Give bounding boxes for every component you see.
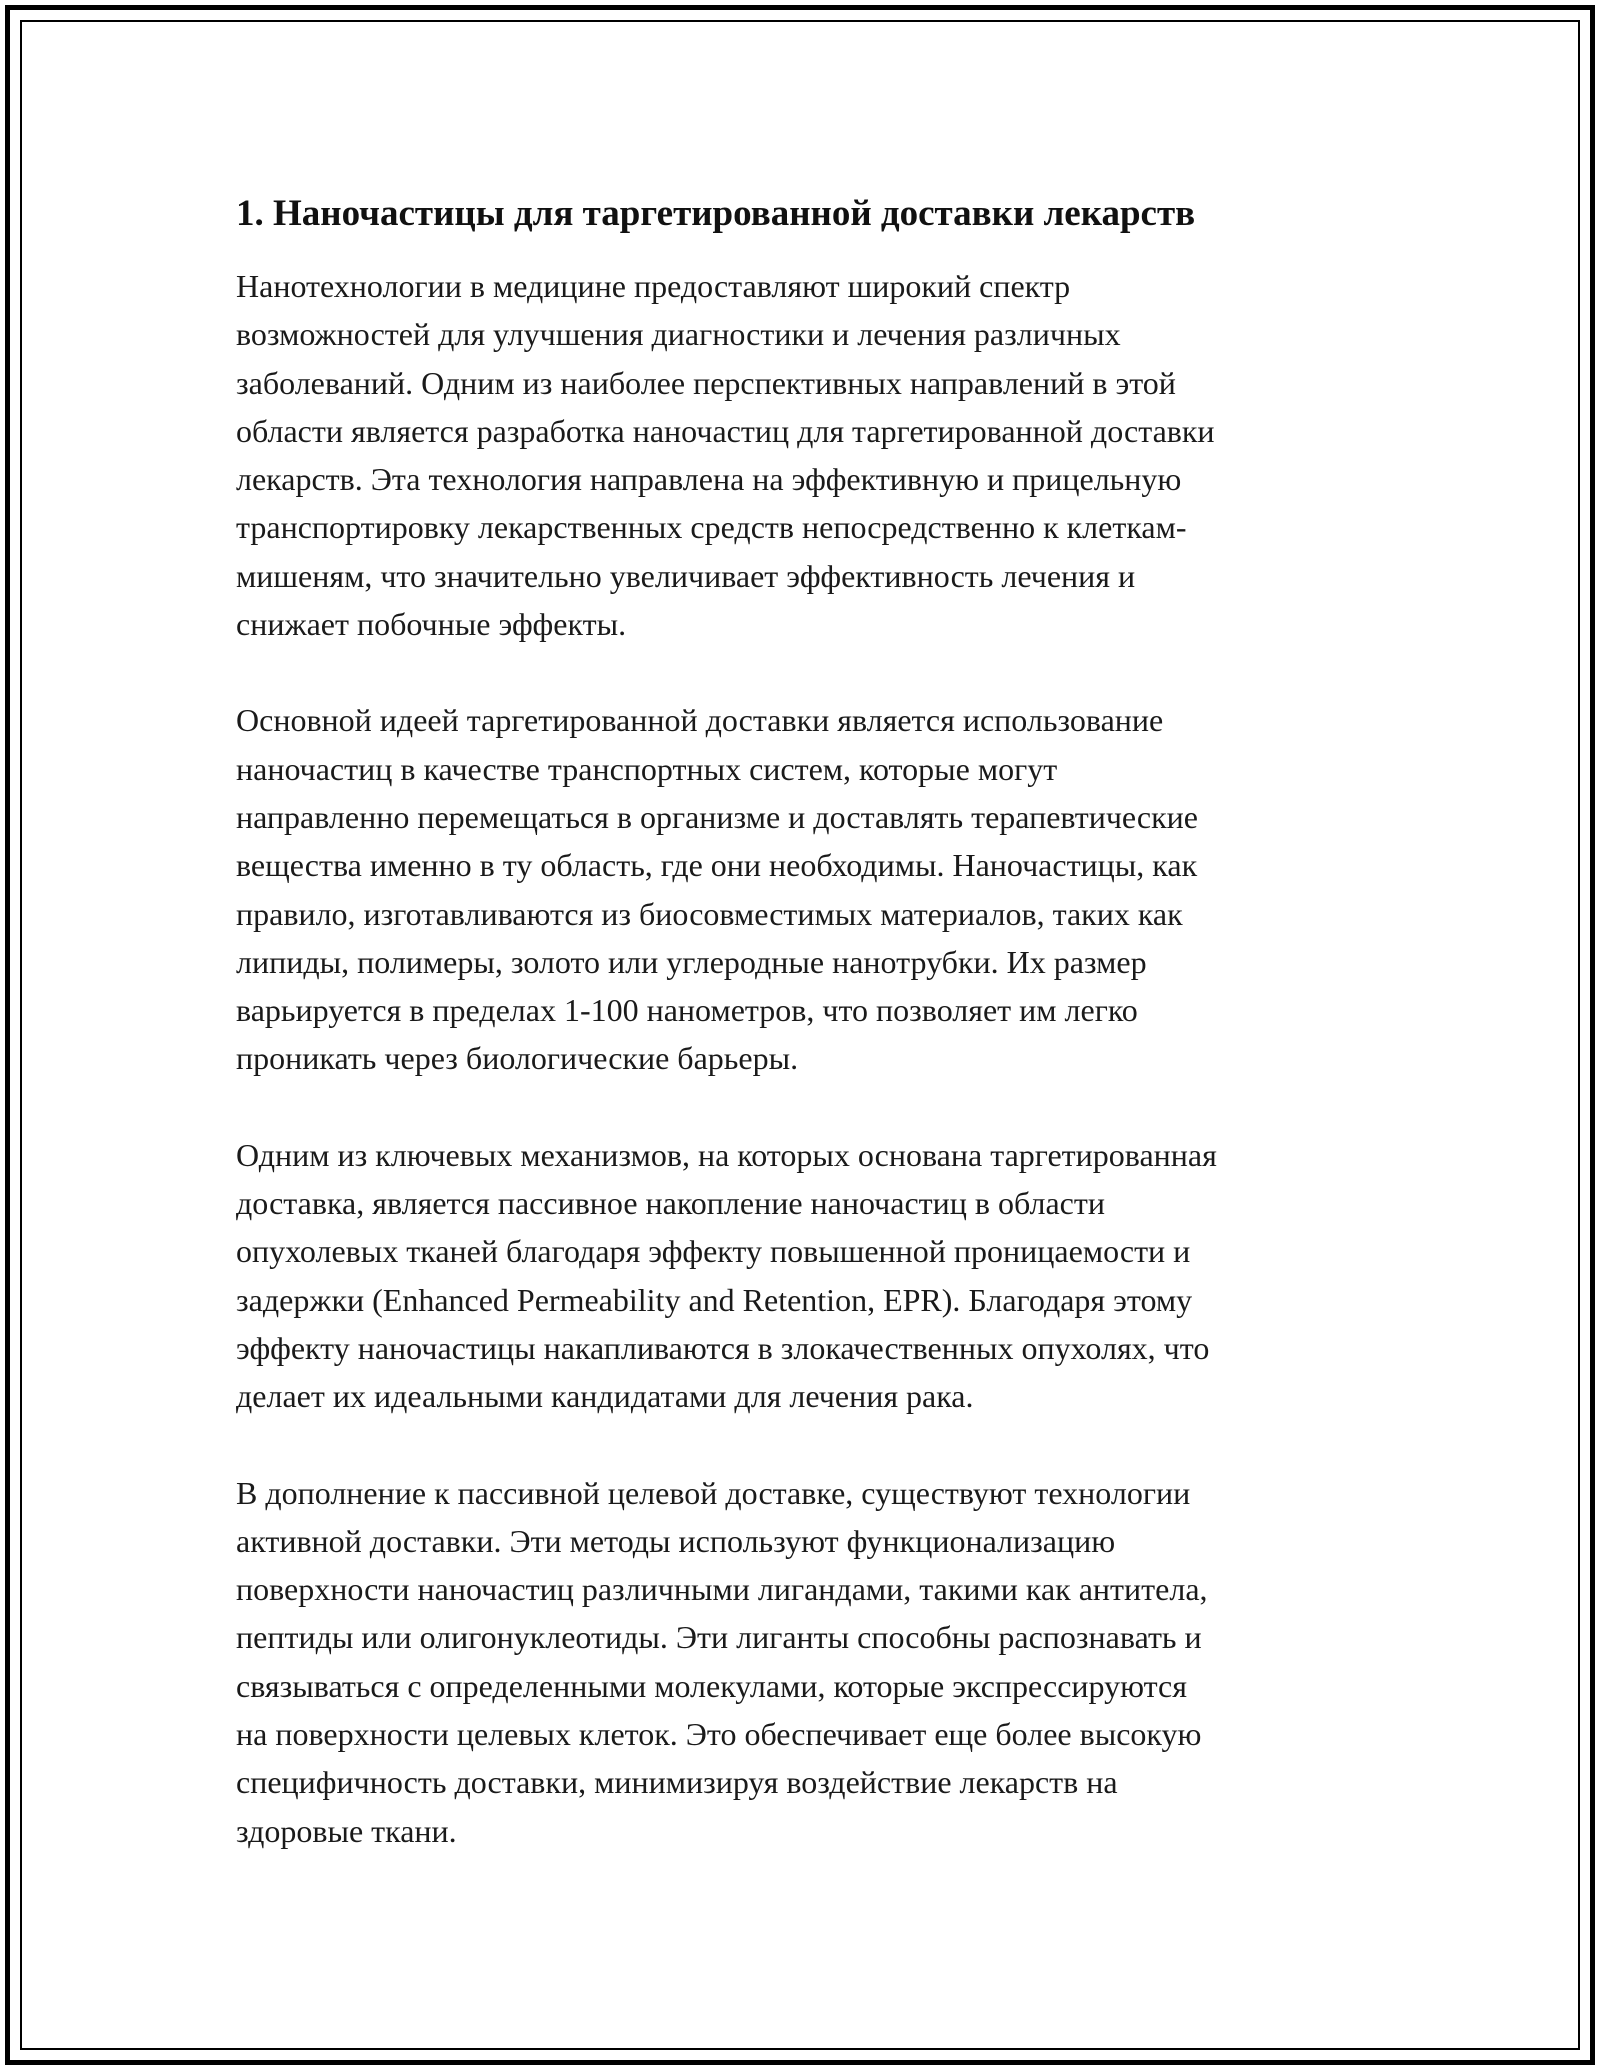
paragraph-4: В дополнение к пассивной целевой доставке, существуют технологии активной доставки. Эти методы используют функционализацию поверхности наночастиц различными лигандами, такими как антитела, пептиды или олигонуклеотиды. Эти лиганты способны распознавать и связываться с определенными молекулами, которые экспрессируются на поверхности целевых клеток. Это обеспечивает еще более высокую специфичность доставки, минимизируя воздействие лекарств на здоровые ткани. [236, 1474, 1208, 1849]
section-heading: 1. Наночастицы для таргетированной доставки лекарств [236, 193, 1196, 234]
document-body [236, 188, 1376, 1903]
paragraph-3: Одним из ключевых механизмов, на которых основана таргетированная доставка, является пассивное накопление наночастиц в области опухолевых тканей благодаря эффекту повышенной проницаемости и задержки (Enhanced Permeability and Retention, EPR). Благодаря этому эффекту наночастицы накапливаются в злокачественных опухолях, что делает их идеальными кандидатами для лечения рака. [236, 1136, 1217, 1415]
paragraph-1: Нанотехнологии в медицине предоставляют широкий спектр возможностей для улучшения диагностики и лечения различных заболеваний. Одним из наиболее перспективных направлений в этой области является разработка наночастиц для таргетированной доставки лекарств. Эта технология направлена на эффективную и прицельную транспортировку лекарственных средств непосредственно к клеткам- мишеням, что значительно увеличивает эффективность лечения и снижает побочные эффекты. [236, 268, 1215, 643]
paragraph-2: Основной идеей таргетированной доставки является использование наночастиц в качестве транспортных систем, которые могут направленно перемещаться в организме и доставлять терапевтические вещества именно в ту область, где они необходимы. Наночастицы, как правило, изготавливаются из биосовместимых материалов, таких как липиды, полимеры, золото или углеродные нанотрубки. Их размер варьируется в пределах 1-100 нанометров, что позволяет им легко проникать через биологические барьеры. [236, 702, 1198, 1077]
